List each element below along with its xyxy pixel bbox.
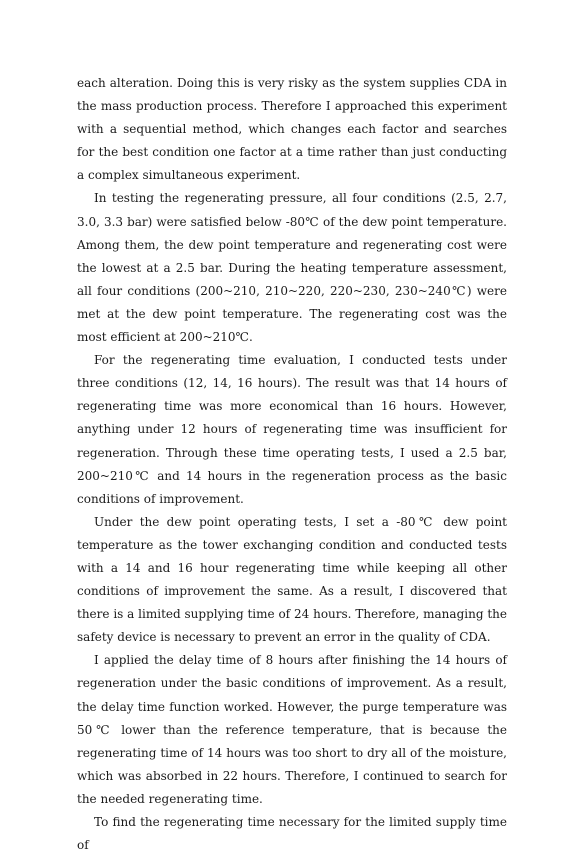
paragraph-5: I applied the delay time of 8 hours after finishing the 14 hours of regeneration under the basic conditions of improvement. As a result, the delay time function worked. However, the purge temperature was 50℃ lower than the reference temperature, that is because the regenerating time of 14 hours was too short to dry all of the moisture, which was absorbed in 22 hours. Therefore, I continued to search for the needed regenerating time.	[77, 653, 507, 806]
document-page	[77, 72, 507, 857]
paragraph-1: each alteration. Doing this is very risky as the system supplies CDA in the mass production process. Therefore I approached this experiment with a sequential method, which changes each factor and searches for the best condition one factor at a time rather than just conducting a complex simultaneous experiment.	[77, 76, 507, 183]
paragraph-2: In testing the regenerating pressure, all four conditions (2.5, 2.7, 3.0, 3.3 bar) were satisfied below -80℃ of the dew point temperature. Among them, the dew point temperature and regenerating cost were the lowest at a 2.5 bar. During the heating temperature assessment, all four conditions (200~210, 210~220, 220~230, 230~240℃) were met at the dew point temperature. The regenerating cost was the most efficient at 200~210℃.	[77, 191, 507, 345]
paragraph-6: To find the regenerating time necessary for the limited supply time of	[77, 815, 507, 853]
paragraph-3: For the regenerating time evaluation, I conducted tests under three conditions (12, 14, 16 hours). The result was that 14 hours of regenerating time was more economical than 16 hours. However, anything under 12 hours of regenerating time was insufficient for regeneration. Through these time operating tests, I used a 2.5 bar, 200~210℃ and 14 hours in the regeneration process as the basic conditions of improvement.	[77, 353, 507, 506]
paragraph-4: Under the dew point operating tests, I set a -80℃ dew point temperature as the tower exchanging condition and conducted tests with a 14 and 16 hour regenerating time while keeping all other conditions of improvement the same. As a result, I discovered that there is a limited supplying time of 24 hours. Therefore, managing the safety device is necessary to prevent an error in the quality of CDA.	[77, 514, 507, 645]
